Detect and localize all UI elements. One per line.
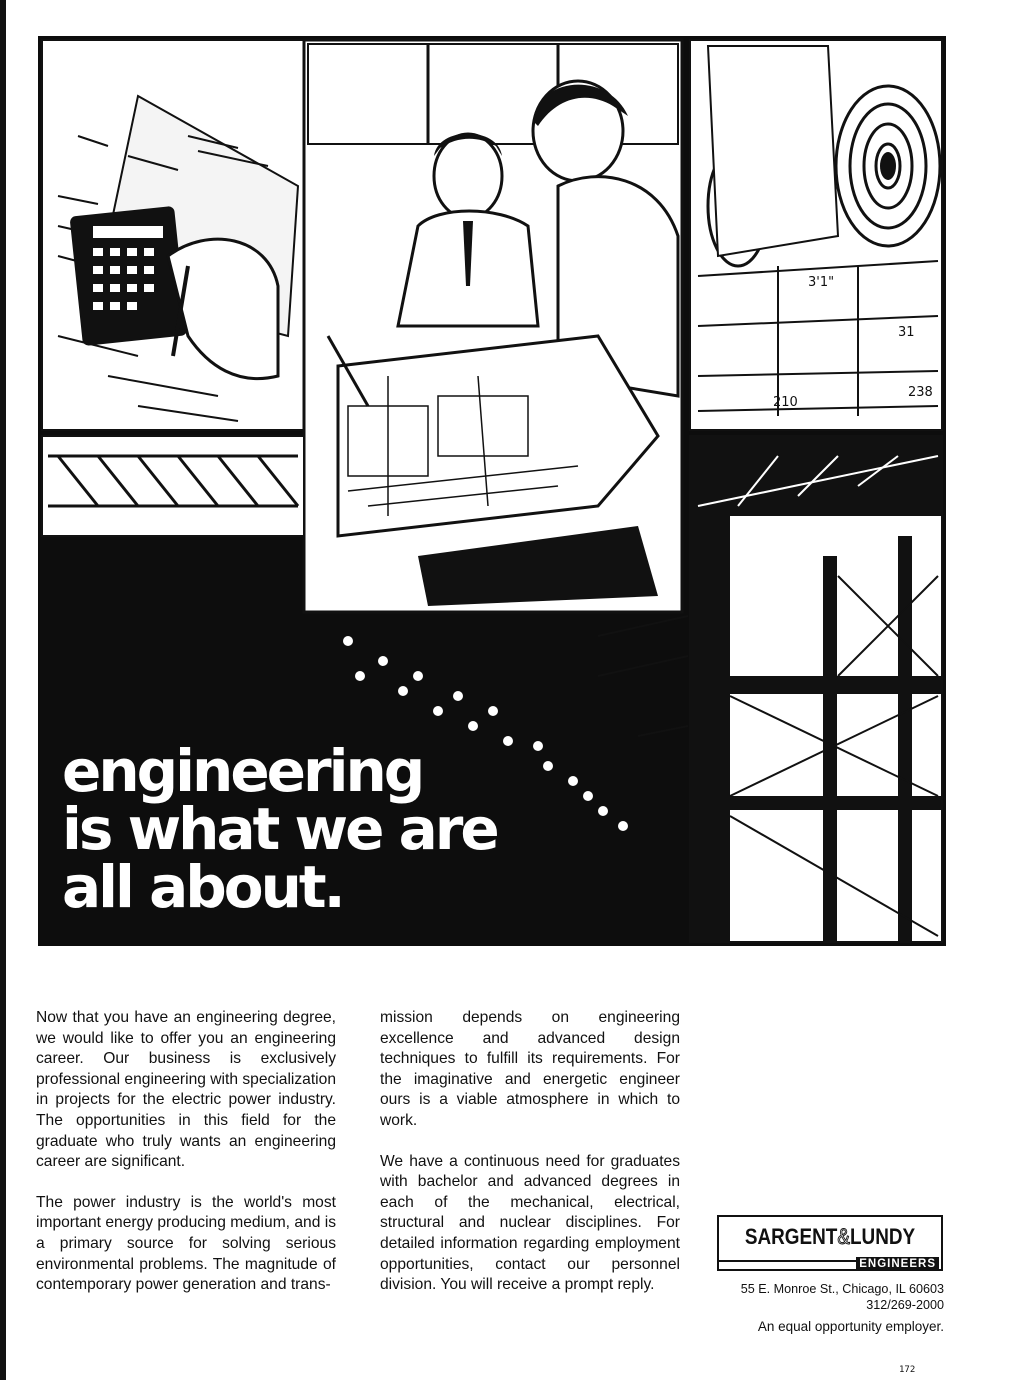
body-column-2	[380, 1008, 680, 1316]
company-name-part-2: LUNDY	[849, 1224, 916, 1249]
company-address: 55 E. Monroe St., Chicago, IL 60603	[740, 1282, 944, 1296]
blueprint-rolls-panel	[690, 40, 942, 430]
logo-rule	[719, 1260, 869, 1262]
svg-text:31: 31	[898, 325, 915, 340]
body-column-1	[36, 1008, 336, 1316]
body-paragraph: mission depends on engineering excellence and advanced design techniques to fulfill its requirements. For the imaginative and energetic engineer ours is a viable atmosphere in which to work.	[380, 1009, 680, 1129]
steel-structure-panel	[690, 436, 942, 942]
headline-line-2: is what we are	[62, 795, 497, 863]
svg-text:210: 210	[773, 395, 798, 410]
engineers-panel	[304, 40, 682, 612]
body-paragraph: We have a continuous need for graduates with bachelor and advanced degrees in each of the mechanical, electrical, structural and nuclear disciplines. For detailed information regarding employment opportunities, contact our personnel division. You will receive a prompt reply.	[380, 1152, 680, 1294]
svg-text:238: 238	[908, 385, 933, 400]
calculator-panel	[42, 40, 304, 430]
body-paragraph: The power industry is the world's most important energy producing medium, and is a primary source for solving serious environmental problems. The magnitude of contemporary power generation and trans-	[36, 1193, 336, 1294]
company-name-part-1: SARGENT	[744, 1224, 838, 1249]
company-name	[735, 1224, 926, 1250]
svg-text:3'1": 3'1"	[808, 275, 835, 290]
equal-opportunity-note: An equal opportunity employer.	[757, 1319, 944, 1334]
body-paragraph: Now that you have an engineering degree, we would like to offer you an engineering career. Our business is exclusively professional engineering with specialization in projects for the electric power industry. The opportunities in this field for the graduate who truly wants an engineering career are significant.	[36, 1009, 336, 1171]
page-number: 172	[899, 1365, 916, 1375]
headline-line-3: all about.	[62, 853, 343, 921]
company-ampersand: &	[837, 1224, 850, 1249]
company-subtitle: ENGINEERS	[856, 1257, 939, 1271]
company-logo	[717, 1215, 943, 1271]
headline	[62, 737, 497, 921]
truss-panel	[42, 436, 304, 536]
company-phone: 312/269-2000	[866, 1298, 944, 1312]
page-edge-bar	[0, 0, 6, 1380]
headline-line-1: engineering	[62, 737, 423, 805]
